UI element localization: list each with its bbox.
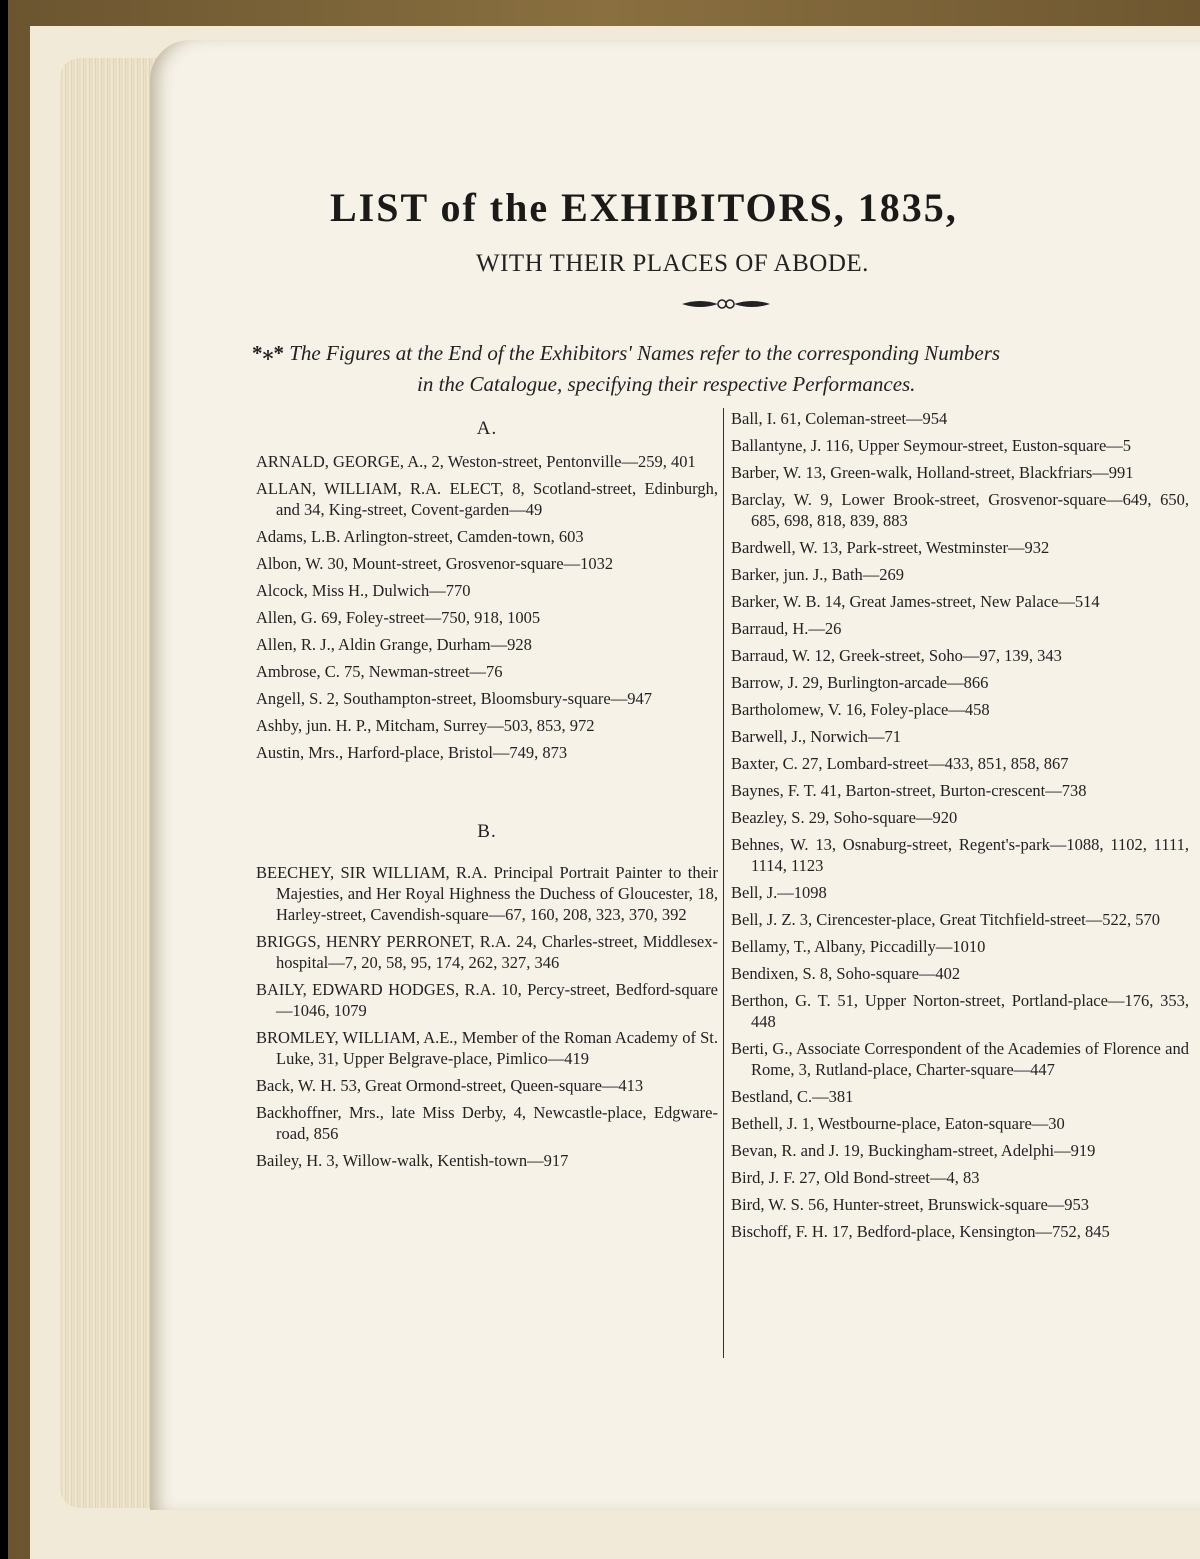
list-item: Bendixen, S. 8, Soho-square—402 bbox=[731, 964, 961, 983]
list-item: Albon, W. 30, Mount-street, Grosvenor-square—1032 bbox=[256, 554, 614, 573]
list-item: Back, W. H. 53, Great Ormond-street, Queen-square—413 bbox=[256, 1076, 644, 1095]
list-item: Adams, L.B. Arlington-street, Camden-town, 603 bbox=[256, 527, 584, 546]
list-item: Barrow, J. 29, Burlington-arcade—866 bbox=[731, 673, 989, 692]
list-item: Bird, J. F. 27, Old Bond-street—4, 83 bbox=[731, 1168, 980, 1187]
list-item: BAILY, EDWARD HODGES, R.A. 10, Percy-street, Bedford-square—1046, 1079 bbox=[256, 980, 718, 1020]
exhibitor-list-a bbox=[256, 451, 718, 763]
list-item: Baynes, F. T. 41, Barton-street, Burton-crescent—738 bbox=[731, 781, 1087, 800]
section-heading-b: B. bbox=[477, 821, 497, 842]
exhibitor-list-b-right bbox=[731, 408, 1189, 1242]
list-item: BRIGGS, HENRY PERRONET, R.A. 24, Charles-street, Middlesex-hospital—7, 20, 58, 95, 174, 262, 327, 346 bbox=[256, 932, 718, 972]
list-item: Behnes, W. 13, Osnaburg-street, Regent's-park—1088, 1102, 1111, 1114, 1123 bbox=[731, 835, 1189, 875]
list-item: BEECHEY, SIR WILLIAM, R.A. Principal Portrait Painter to their Majesties, and Her Royal Highness the Duchess of Gloucester, 18, Harley-street, Cavendish-square—67, 160, 208, 323, 370, 392 bbox=[256, 863, 718, 924]
list-item: Barclay, W. 9, Lower Brook-street, Grosvenor-square—649, 650, 685, 698, 818, 839, 883 bbox=[731, 490, 1189, 530]
list-item: Bardwell, W. 13, Park-street, Westminster—932 bbox=[731, 538, 1050, 557]
column-divider bbox=[723, 408, 724, 1358]
list-item: Ashby, jun. H. P., Mitcham, Surrey—503, 853, 972 bbox=[256, 716, 595, 735]
note-line-2: in the Catalogue, specifying their respective Performances. bbox=[417, 372, 916, 396]
list-item: BROMLEY, WILLIAM, A.E., Member of the Roman Academy of St. Luke, 31, Upper Belgrave-place, Pimlico—419 bbox=[256, 1028, 718, 1068]
title-text: LIST of the EXHIBITORS, 1835, bbox=[330, 185, 958, 230]
list-item: Ambrose, C. 75, Newman-street—76 bbox=[256, 662, 503, 681]
list-item: Austin, Mrs., Harford-place, Bristol—749, 873 bbox=[256, 743, 568, 762]
list-item: Barber, W. 13, Green-walk, Holland-street, Blackfriars—991 bbox=[731, 463, 1134, 482]
list-item: Angell, S. 2, Southampton-street, Bloomsbury-square—947 bbox=[256, 689, 652, 708]
exhibitor-list-b-left bbox=[256, 862, 718, 1171]
section-heading-a: A. bbox=[476, 418, 498, 439]
list-item: ALLAN, WILLIAM, R.A. ELECT, 8, Scotland-street, Edinburgh, and 34, King-street, Covent-garden—49 bbox=[256, 479, 718, 519]
list-item: Bevan, R. and J. 19, Buckingham-street, Adelphi—919 bbox=[731, 1141, 1096, 1160]
list-item: Barraud, H.—26 bbox=[731, 619, 842, 638]
list-item: Allen, R. J., Aldin Grange, Durham—928 bbox=[256, 635, 532, 654]
list-item: Allen, G. 69, Foley-street—750, 918, 1005 bbox=[256, 608, 541, 627]
list-item: Berti, G., Associate Correspondent of the Academies of Florence and Rome, 3, Rutland-place, Charter-square—447 bbox=[731, 1039, 1189, 1079]
asterism: *⁎* bbox=[252, 341, 284, 365]
list-item: Bird, W. S. 56, Hunter-street, Brunswick-square—953 bbox=[731, 1195, 1090, 1214]
list-item: Bartholomew, V. 16, Foley-place—458 bbox=[731, 700, 990, 719]
list-item: Bischoff, F. H. 17, Bedford-place, Kensington—752, 845 bbox=[731, 1222, 1110, 1241]
list-item: Bailey, H. 3, Willow-walk, Kentish-town—917 bbox=[256, 1151, 569, 1170]
list-item: Bethell, J. 1, Westbourne-place, Eaton-square—30 bbox=[731, 1114, 1065, 1133]
list-item: Baxter, C. 27, Lombard-street—433, 851, 858, 867 bbox=[731, 754, 1069, 773]
list-item: ARNALD, GEORGE, A., 2, Weston-street, Pentonville—259, 401 bbox=[256, 452, 696, 471]
list-item: Bellamy, T., Albany, Piccadilly—1010 bbox=[731, 937, 986, 956]
left-column bbox=[256, 418, 718, 1177]
list-item: Alcock, Miss H., Dulwich—770 bbox=[256, 581, 471, 600]
list-item: Barraud, W. 12, Greek-street, Soho—97, 139, 343 bbox=[731, 646, 1062, 665]
list-item: Berthon, G. T. 51, Upper Norton-street, Portland-place—176, 353, 448 bbox=[731, 991, 1189, 1031]
note-line-1: The Figures at the End of the Exhibitors' Names refer to the corresponding Numbers bbox=[289, 341, 1001, 365]
list-item: Ballantyne, J. 116, Upper Seymour-street, Euston-square—5 bbox=[731, 436, 1132, 455]
list-item: Barker, jun. J., Bath—269 bbox=[731, 565, 905, 584]
page-subtitle: WITH THEIR PLACES OF ABODE. bbox=[476, 250, 869, 277]
list-item: Ball, I. 61, Coleman-street—954 bbox=[731, 409, 948, 428]
list-item: Bestland, C.—381 bbox=[731, 1087, 854, 1106]
list-item: Barwell, J., Norwich—71 bbox=[731, 727, 902, 746]
right-column bbox=[731, 408, 1189, 1248]
list-item: Backhoffner, Mrs., late Miss Derby, 4, Newcastle-place, Edgware-road, 856 bbox=[256, 1103, 718, 1143]
page-title bbox=[0, 184, 1200, 231]
list-item: Beazley, S. 29, Soho-square—920 bbox=[731, 808, 958, 827]
list-item: Bell, J.—1098 bbox=[731, 883, 827, 902]
catalogue-note bbox=[252, 338, 1192, 400]
list-item: Bell, J. Z. 3, Cirencester-place, Great Titchfield-street—522, 570 bbox=[731, 910, 1161, 929]
list-item: Barker, W. B. 14, Great James-street, New Palace—514 bbox=[731, 592, 1100, 611]
ornament-icon bbox=[680, 297, 772, 311]
